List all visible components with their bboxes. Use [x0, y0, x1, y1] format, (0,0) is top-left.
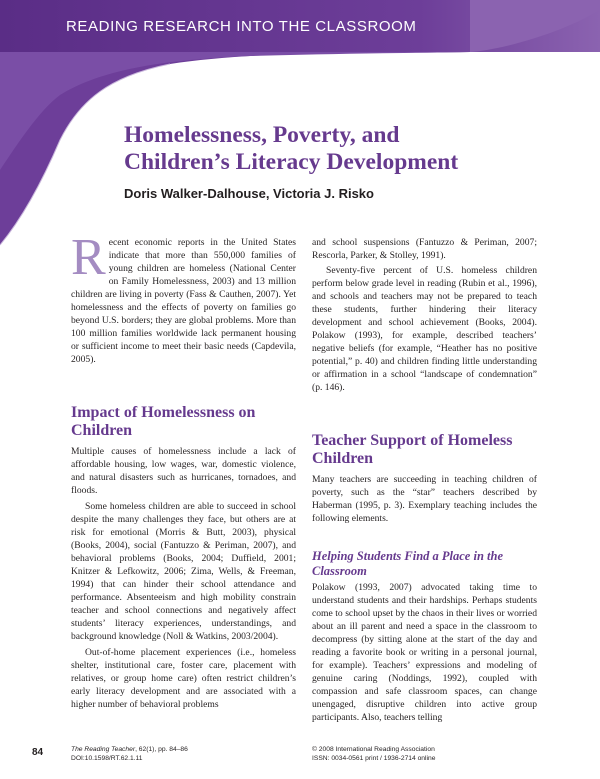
paragraph: Polakow (1993, 2007) advocated taking time to understand students and their hardships. Perhaps students come to school upset by the chaos in their lives or worried about an ill parent and need a space in the classroom to decompress (by sitting alone at the start of the day and reading a favorite book or writing in a personal journal, for example). Teachers’ expressions and modeling of genuine caring (Noddings, 1992), coupled with compassion and safe classroom spaces, can change unengaged, disruptive children into active group participants. Also, teachers telling [312, 582, 537, 723]
citation: , 62(1), pp. 84–86 [135, 746, 188, 753]
left-column [71, 229, 296, 711]
doi: DOI:10.1598/RT.62.1.11 [71, 754, 143, 762]
section-label: READING RESEARCH INTO THE CLASSROOM [66, 18, 417, 35]
intro-text: ecent economic reports in the United States indicate that more than 550,000 families of young children are homeless (National Center on Family Homelessness, 2003) and 13 million children are living in poverty (Fass & Cauthen, 2007). Yet homelessness and the effects of poverty on families go beyond U.S. borders; they are global problems. More than 100 million families worldwide lack permanent housing or sufficient income to meet their basic needs (Capdevila, 2005). [71, 237, 296, 365]
right-column [312, 236, 537, 724]
paragraph: Multiple causes of homelessness include a lack of affordable housing, low wages, war, domestic violence, and natural disasters such as hurricanes, tornadoes, and floods. [71, 446, 296, 496]
section-heading-impact: Impact of Homelessness on Children [71, 404, 256, 439]
copyright: © 2008 International Reading Association [312, 746, 435, 753]
article-title [124, 122, 544, 176]
paragraph: Many teachers are succeeding in teaching children of poverty, such as the “star” teachers described by Haberman (1995, p. 3). Exemplary teaching includes the following elements. [312, 474, 537, 524]
section-heading-teacher-support: Teacher Support of Homeless Children [312, 432, 513, 467]
title-line-1: Homelessness, Poverty, and [124, 122, 400, 148]
intro-paragraph [71, 229, 296, 366]
paragraph: Seventy-five percent of U.S. homeless children perform below grade level in reading (Rubin et al., 1996), and schools and teachers may not be prepared to teach these students, further hindering their literacy development and school achievement (Books, 2004). Polakow (1993), for example, described teachers’ negative beliefs (for example, “Heather has no positive potential,” p. 40) and children finding little understanding or affirmation in a school “landscape of condemnation” (p. 146). [312, 265, 537, 393]
drop-cap: R [71, 229, 106, 286]
page-number: 84 [32, 747, 44, 758]
footer-citation [71, 746, 188, 763]
issn: ISSN: 0034-0561 print / 1936-2714 online [312, 754, 436, 762]
authors: Doris Walker-Dalhouse, Victoria J. Risko [124, 186, 374, 201]
title-line-2: Children’s Literacy Development [124, 149, 459, 175]
journal-name: The Reading Teacher [71, 746, 136, 753]
paragraph: and school suspensions (Fantuzzo & Periman, 2007; Rescorla, Parker, & Stolley, 1991). [312, 237, 537, 261]
footer-copyright [312, 746, 435, 763]
subheading-finding-place: Helping Students Find a Place in the Classroom [312, 549, 503, 578]
paragraph: Out-of-home placement experiences (i.e., homeless shelter, institutional care, foster care, placement with relatives, or group home care) often restrict children’s early literacy development and are associated with a higher number of behavioral problems [71, 647, 296, 710]
paragraph: Some homeless children are able to succeed in school despite the many challenges they face, but others are at risk for emotional (Morris & Butt, 2003), physical (Books, 2004), social (Fantuzzo & Periman, 2007), and behavioral problems (Books, 2004; Duffield, 2001; Knitzer & Lefkowitz, 2006; Zima, Wells, & Freeman, 1994) that can hinder their school attendance and performance. Absenteeism and high mobility constrain teacher and school connections and negatively affect students’ literacy experiences, understandings, and background knowledge (Noll & Watkins, 2003/2004). [71, 501, 296, 642]
